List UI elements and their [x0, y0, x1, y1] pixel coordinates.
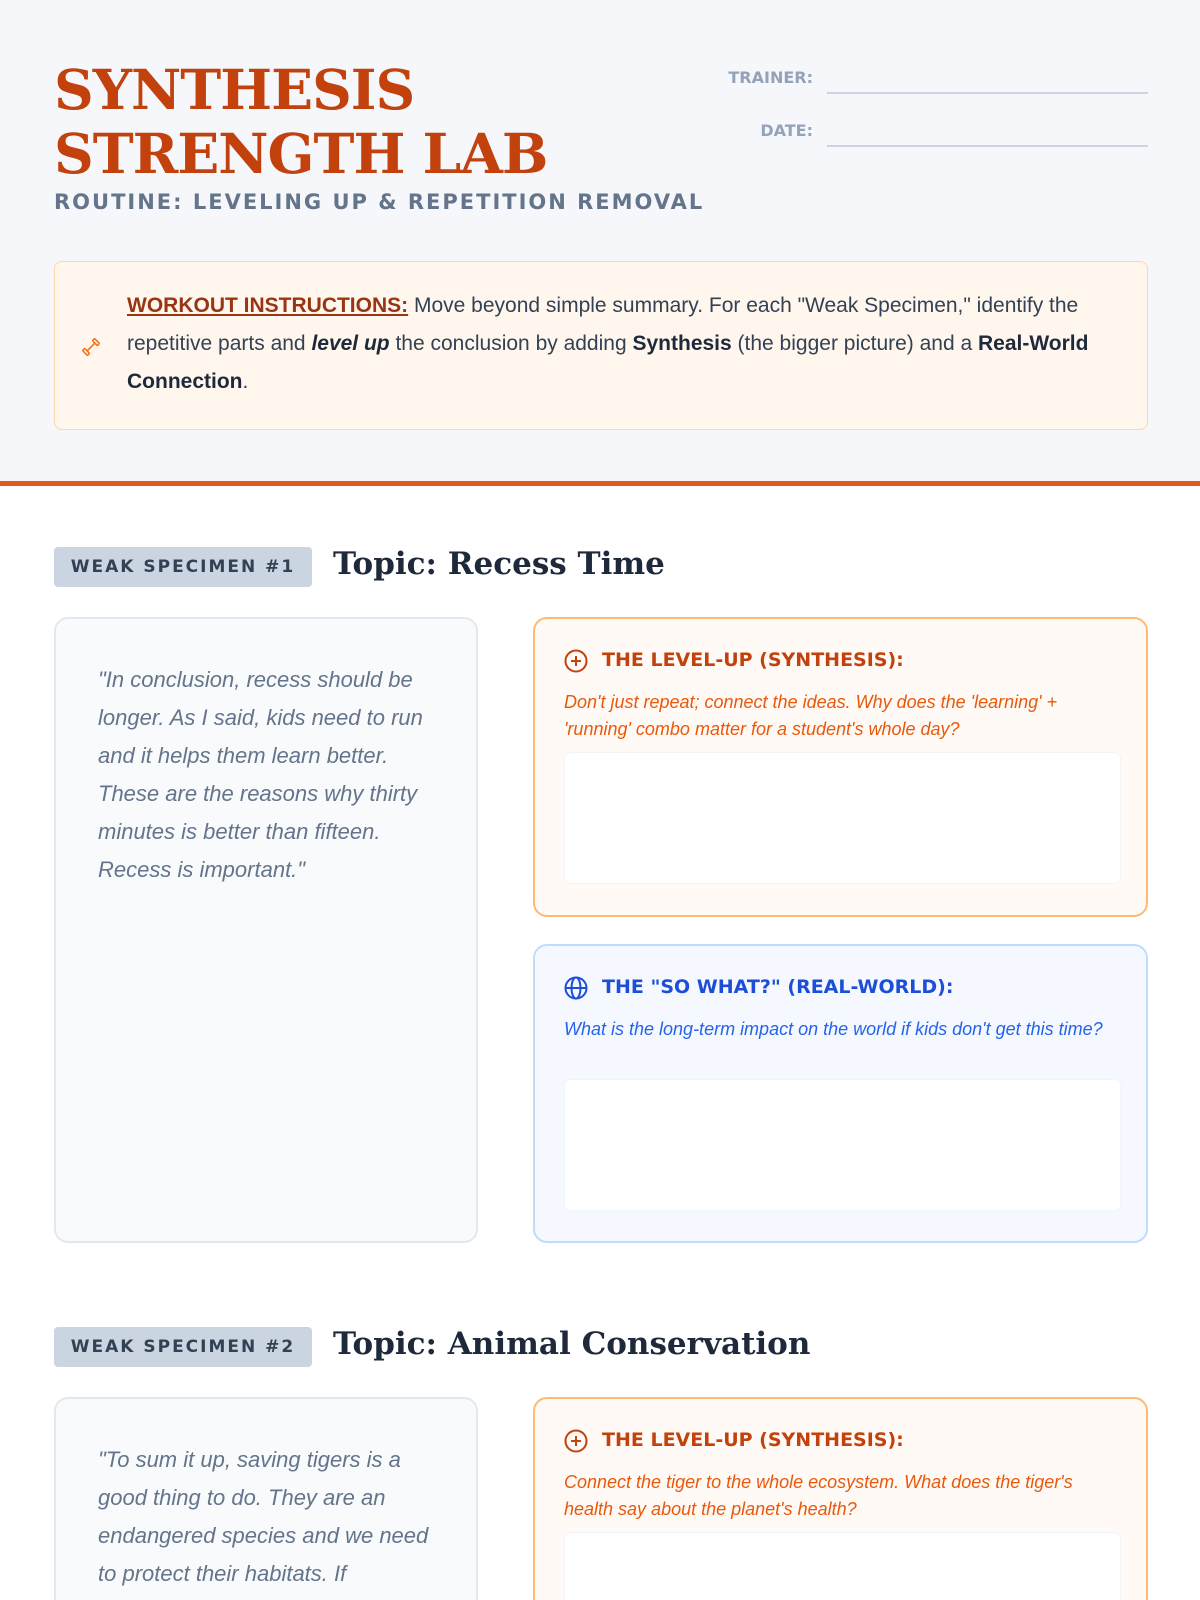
synthesis-title: THE LEVEL-UP (SYNTHESIS): — [602, 1429, 904, 1451]
real-world-answer-box[interactable] — [564, 1079, 1121, 1211]
trainer-label: TRAINER: — [728, 68, 813, 87]
specimen-badge: WEAK SPECIMEN #1 — [54, 547, 312, 587]
instructions-lead: WORKOUT INSTRUCTIONS: — [127, 294, 409, 317]
instructions-box — [54, 261, 1148, 430]
date-label: DATE: — [760, 121, 813, 140]
synthesis-card — [533, 1397, 1148, 1600]
trainer-field[interactable] — [700, 64, 1148, 94]
emphasis-text: level up — [311, 332, 390, 355]
weak-specimen-card — [54, 617, 478, 1243]
specimen-badge: WEAK SPECIMEN #2 — [54, 1327, 312, 1367]
plus-circle-icon — [563, 1428, 589, 1454]
real-world-prompt: What is the long-term impact on the world if kids don't get this time? — [564, 1019, 1103, 1039]
weak-specimen-card — [54, 1397, 478, 1600]
globe-icon — [563, 975, 589, 1001]
synthesis-prompt: Connect the tiger to the whole ecosystem. What does the tiger's health say about the planet's health? — [564, 1472, 1073, 1519]
synthesis-card — [533, 617, 1148, 917]
date-input-line[interactable] — [827, 145, 1148, 147]
specimen-quote: "To sum it up, saving tigers is a good thing to do. They are an endangered species and we need to protect their habitats. If — [98, 1447, 429, 1586]
synthesis-title: THE LEVEL-UP (SYNTHESIS): — [602, 649, 904, 671]
specimen-quote: "In conclusion, recess should be longer. As I said, kids need to run and it helps them learn better. These are the reasons why thirty minutes is better than fifteen. Recess is important." — [98, 667, 423, 882]
header-section — [0, 0, 1200, 486]
page-title: SYNTHESIS STRENGTH LAB — [54, 57, 548, 186]
real-world-card — [533, 944, 1148, 1243]
instructions-text: WORKOUT INSTRUCTIONS: Move beyond simple summary. For each "Weak Specimen," identify the repetitive parts and level up the conclusion by adding Synthesis (the bigger picture) and a Real-World Connection. — [127, 294, 1089, 393]
dumbbell-icon — [81, 337, 101, 357]
specimen-topic: Topic: Recess Time — [333, 546, 665, 582]
synthesis-prompt: Don't just repeat; connect the ideas. Why does the 'learning' + 'running' combo matter for a student's whole day? — [564, 692, 1058, 739]
synthesis-answer-box[interactable] — [564, 752, 1121, 884]
specimen-topic: Topic: Animal Conservation — [333, 1326, 811, 1362]
date-field[interactable] — [700, 117, 1148, 147]
real-world-title: THE "SO WHAT?" (REAL-WORLD): — [602, 976, 954, 998]
plus-circle-icon — [563, 648, 589, 674]
trainer-input-line[interactable] — [827, 92, 1148, 94]
synthesis-answer-box[interactable] — [564, 1532, 1121, 1600]
page-subtitle: ROUTINE: LEVELING UP & REPETITION REMOVAL — [54, 190, 705, 214]
